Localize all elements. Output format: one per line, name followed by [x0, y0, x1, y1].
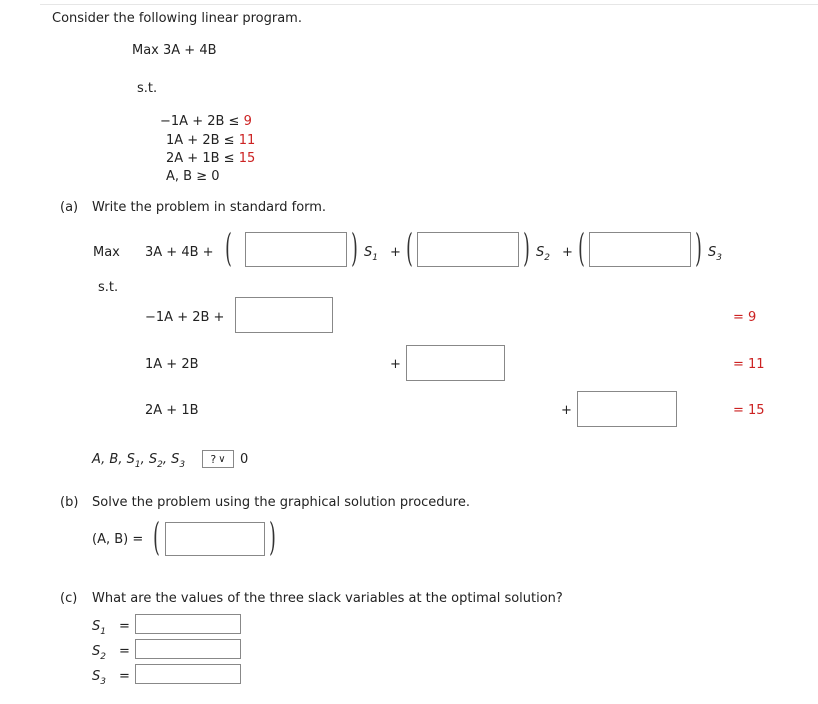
- model-constraint-1: −1A + 2B ≤ 9: [160, 114, 252, 129]
- slack-var-s2: $S_2$: [536, 245, 550, 263]
- close-paren-1: ): [351, 226, 358, 270]
- std-row-1-rhs: = 9: [733, 310, 757, 325]
- row-plus: +: [390, 357, 401, 372]
- row-plus: +: [561, 403, 572, 418]
- model-st: s.t.: [137, 81, 158, 96]
- std-row-2-rhs: = 11: [733, 357, 765, 372]
- std-st-label: s.t.: [98, 280, 119, 295]
- s2-value-input[interactable]: [135, 639, 241, 659]
- s3-value-input[interactable]: [135, 664, 241, 684]
- nonneg-vars: A, B, $S_1$, $S_2$, $S_3$: [92, 452, 186, 470]
- std-row-3-rhs: = 15: [733, 403, 765, 418]
- model-constraint-2: 1A + 2B ≤ 11: [166, 133, 256, 148]
- equals-sign: =: [119, 619, 130, 634]
- nonneg-operator-select[interactable]: [202, 450, 234, 468]
- model-objective: Max 3A + 4B: [132, 43, 217, 58]
- std-row-1-lhs: −1A + 2B +: [145, 310, 225, 325]
- part-b-prompt: Solve the problem using the graphical solution procedure.: [92, 495, 470, 510]
- top-divider: [40, 4, 818, 5]
- model-nonneg: A, B ≥ 0: [166, 169, 220, 184]
- std-objective-terms: 3A + 4B +: [145, 245, 214, 260]
- point-label: (A, B) =: [92, 532, 144, 547]
- open-paren-1: (: [225, 226, 232, 270]
- plus-sign: +: [562, 245, 573, 260]
- slack-s1-label: $S_1$: [92, 619, 106, 637]
- std-row-3-lhs: 2A + 1B: [145, 403, 199, 418]
- open-paren-b: (: [153, 515, 160, 559]
- std-row-2-lhs: 1A + 2B: [145, 357, 199, 372]
- close-paren-3: ): [695, 226, 702, 270]
- part-b-label: (b): [60, 495, 79, 510]
- slack-var-s3: $S_3$: [708, 245, 722, 263]
- row3-slack-input[interactable]: [577, 391, 677, 427]
- open-paren-2: (: [406, 226, 413, 270]
- equals-sign: =: [119, 644, 130, 659]
- slack1-coef-input[interactable]: [245, 232, 347, 267]
- part-c-prompt: What are the values of the three slack variables at the optimal solution?: [92, 591, 563, 606]
- s1-value-input[interactable]: [135, 614, 241, 634]
- slack-var-s1: $S_1$: [364, 245, 378, 263]
- open-paren-3: (: [578, 226, 585, 270]
- std-max-label: Max: [93, 245, 120, 260]
- part-a-prompt: Write the problem in standard form.: [92, 200, 327, 215]
- optimal-point-input[interactable]: [165, 522, 265, 556]
- slack-s3-label: $S_3$: [92, 669, 106, 687]
- part-a-label: (a): [60, 200, 79, 215]
- plus-sign: +: [390, 245, 401, 260]
- equals-sign: =: [119, 669, 130, 684]
- row1-slack-input[interactable]: [235, 297, 333, 333]
- close-paren-b: ): [269, 515, 276, 559]
- intro-text: Consider the following linear program.: [52, 11, 302, 26]
- row2-slack-input[interactable]: [406, 345, 505, 381]
- chevron-down-icon: ∨: [218, 453, 226, 465]
- nonneg-zero: 0: [240, 452, 249, 467]
- part-c-label: (c): [60, 591, 78, 606]
- select-value: ?: [210, 452, 217, 466]
- close-paren-2: ): [523, 226, 530, 270]
- slack3-coef-input[interactable]: [589, 232, 691, 267]
- slack2-coef-input[interactable]: [417, 232, 519, 267]
- slack-s2-label: $S_2$: [92, 644, 106, 662]
- model-constraint-3: 2A + 1B ≤ 15: [166, 151, 256, 166]
